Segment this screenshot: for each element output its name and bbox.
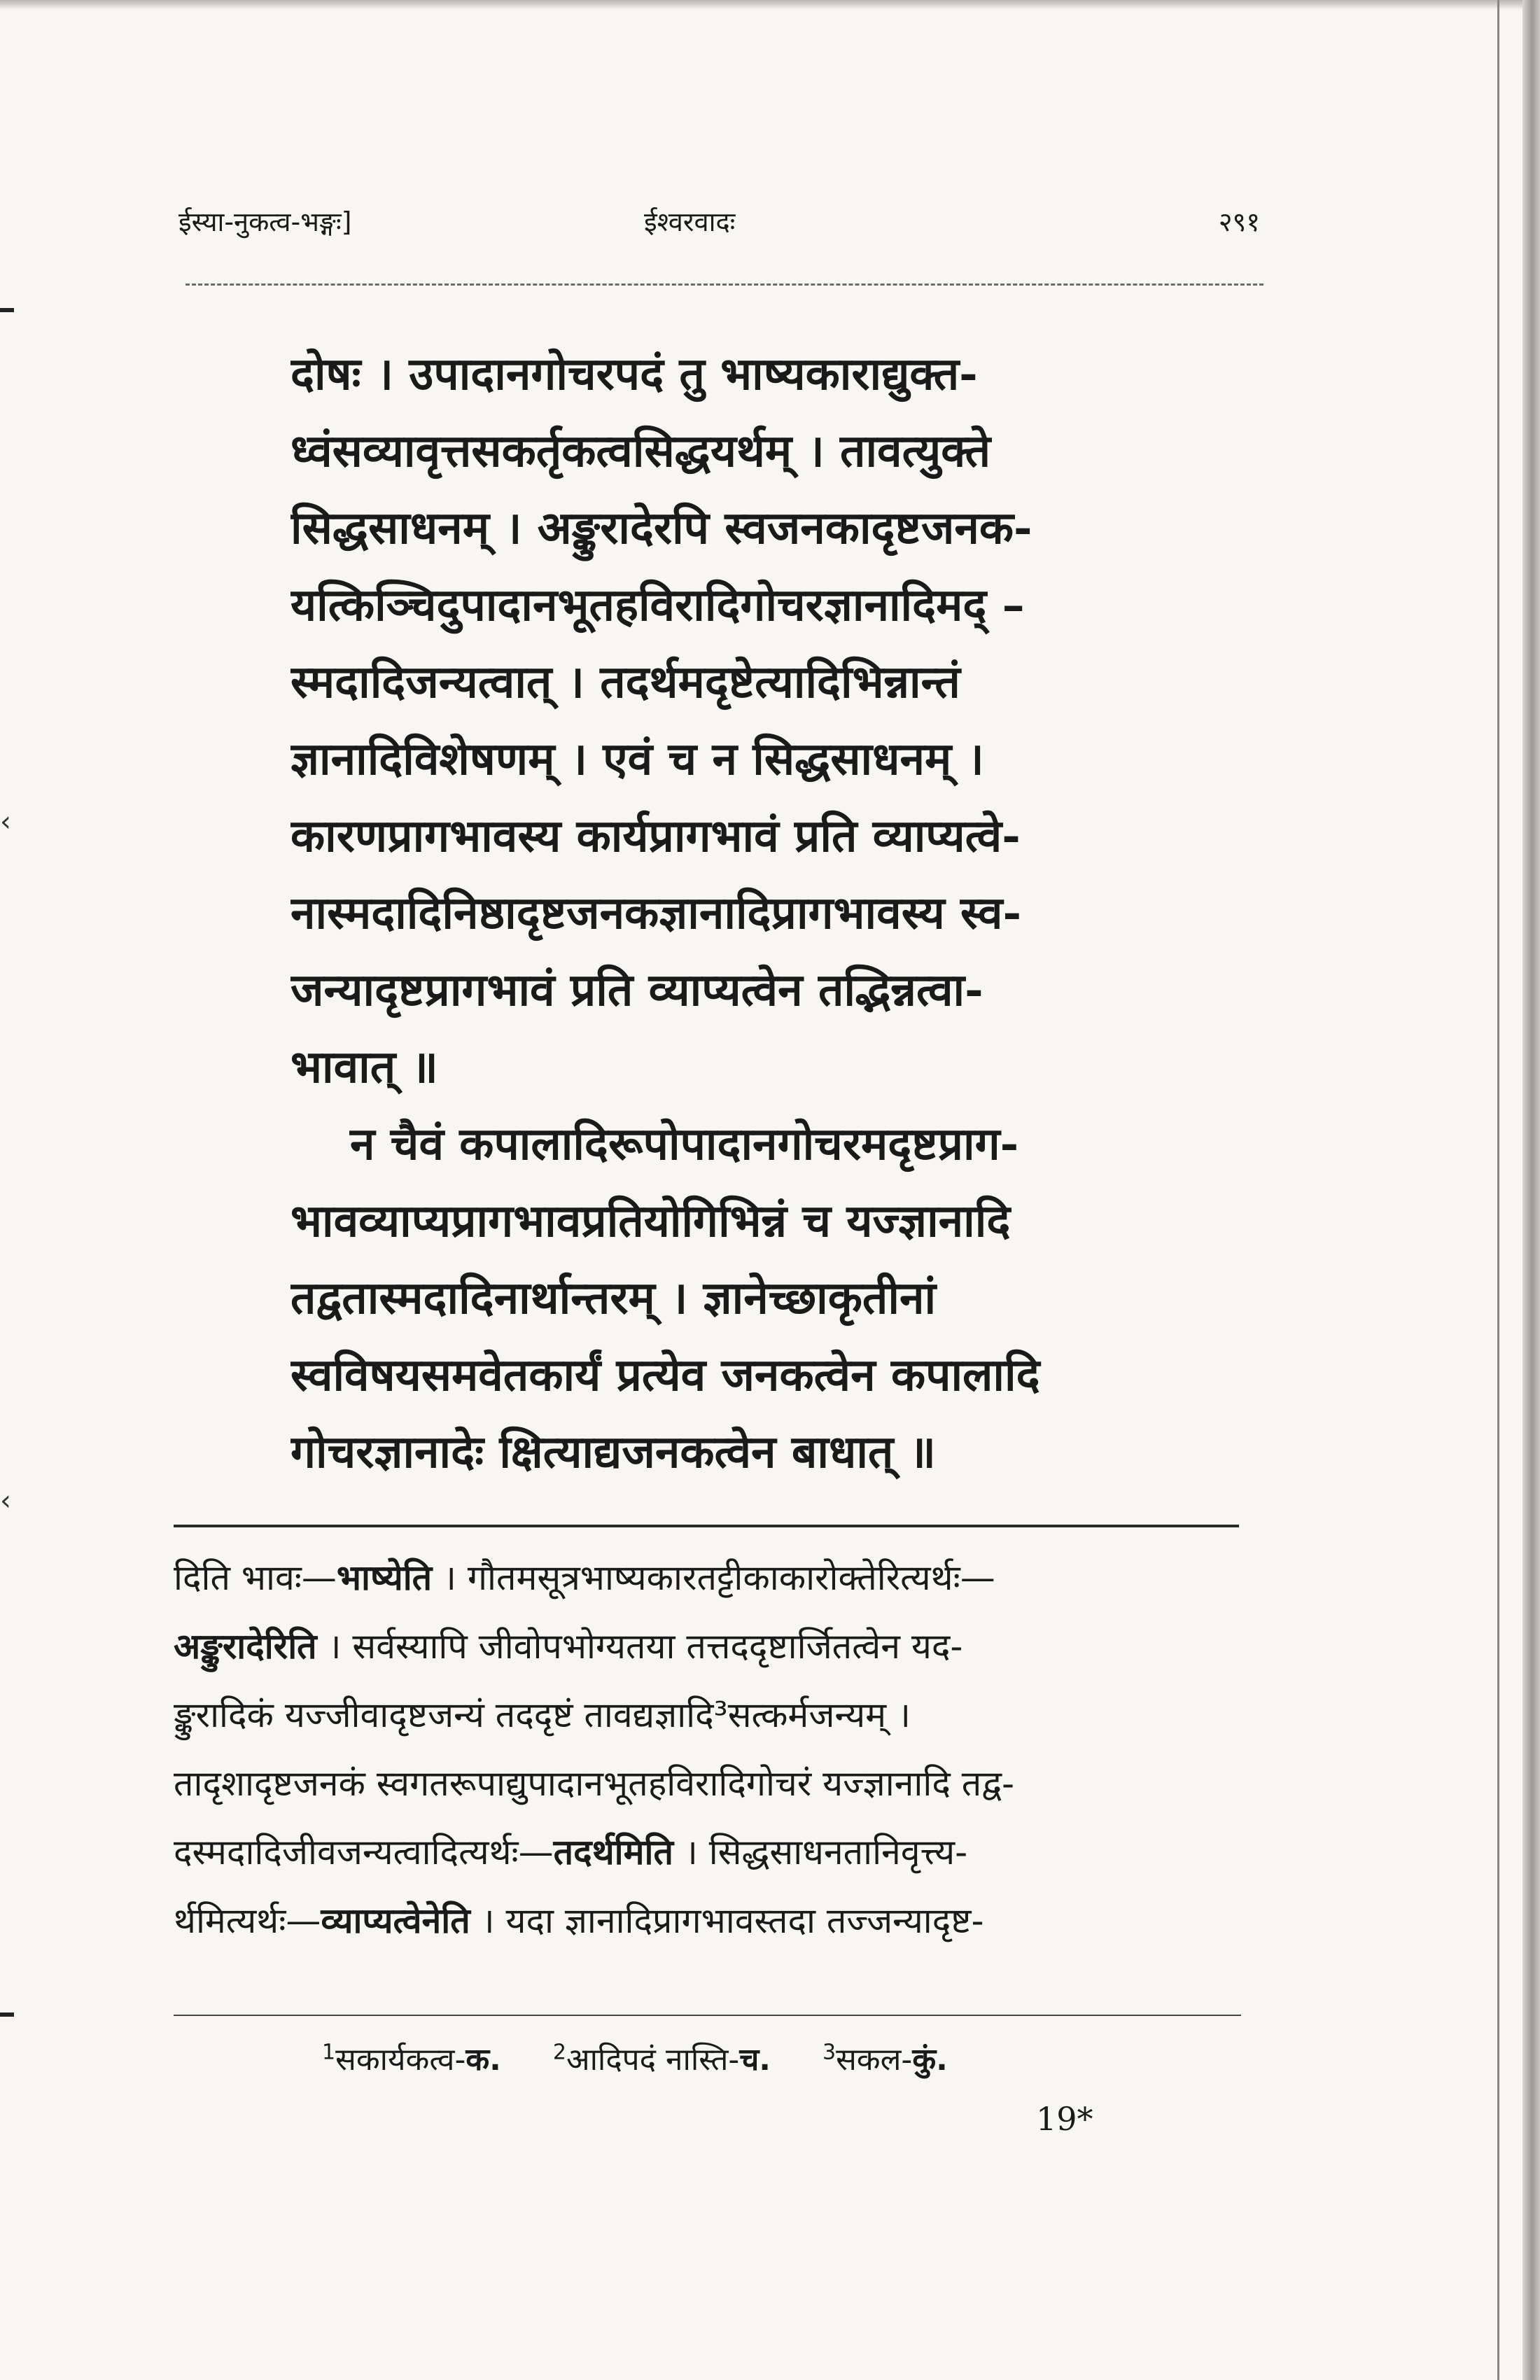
margin-mark: ‹ <box>0 1485 11 1517</box>
main-line: न चैवं कपालादिरूपोपादानगोचरमदृष्टप्राग- <box>350 1118 1019 1170</box>
signature-mark: 19* <box>1036 2100 1093 2138</box>
main-line: तद्वतास्मदादिनार्थान्तरम् । ज्ञानेच्छाकृतीनां <box>290 1272 937 1324</box>
main-line: यत्किञ्चिदुपादानभूतहविरादिगोचरज्ञानादिमद् – <box>290 579 1025 631</box>
running-header <box>178 203 1260 245</box>
main-line: गोचरज्ञानादेः क्षित्याद्यजनकत्वेन बाधात् ॥ <box>290 1426 937 1478</box>
commentary-line: दस्मदादिजीवजन्यत्वादित्यर्थः—तदर्थमिति । सिद्धसाधनतानिवृत्त्य- <box>174 1832 968 1872</box>
header-section: ईस्या-नुकत्व-भङ्गः] <box>178 206 352 237</box>
main-line: भावव्याप्यप्रागभावप्रतियोगिभिन्नं च यज्ज्ञानादि <box>290 1195 1011 1247</box>
main-line: कारणप्रागभावस्य कार्यप्रागभावं प्रति व्याप्यत्वे- <box>290 810 1021 862</box>
page-number: २९१ <box>1218 206 1260 237</box>
main-line: नास्मदादिनिष्ठादृष्टजनकज्ञानादिप्रागभावस्य स्व- <box>290 887 1022 939</box>
commentary-line: ङ्कुरादिकं यज्जीवादृष्टजन्यं तददृष्टं तावद्यज्ञादि³सत्कर्मजन्यम् । <box>174 1695 911 1735</box>
commentary-line: दिति भावः—भाष्येति । गौतमसूत्रभाष्यकारतट्टीकाकारोक्तेरित्यर्थः— <box>174 1558 995 1598</box>
footnotes <box>322 2037 1232 2079</box>
commentary-divider <box>174 1525 1239 1527</box>
header-title: ईश्वरवादः <box>644 206 736 237</box>
page-edge <box>1522 0 1540 2380</box>
main-text <box>290 336 1222 1491</box>
main-line: दोषः । उपादानगोचरपदं तु भाष्यकाराद्युक्त- <box>290 348 978 400</box>
page-top-shadow <box>0 0 1522 10</box>
commentary-line: तादृशादृष्टजनकं स्वगतरूपाद्युपादानभूतहविरादिगोचरं यज्ज्ञानादि तद्व- <box>174 1763 1015 1804</box>
main-line: स्मदादिजन्यत्वात् । तदर्थमदृष्टेत्यादिभिन्नान्तं <box>290 656 960 708</box>
footnote: $^3$सकल-कुं. <box>822 2040 948 2078</box>
main-line: ज्ञानादिविशेषणम् । एवं च न सिद्धसाधनम् । <box>290 733 984 785</box>
commentary-line: अङ्कुरादेरिति । सर्वस्यापि जीवोपभोग्यतया तत्तददृष्टार्जितत्वेन यद- <box>174 1626 963 1667</box>
footnote: $^2$आदिपदं नास्ति-च. <box>552 2040 771 2078</box>
main-line: जन्यादृष्टप्रागभावं प्रति व्याप्यत्वेन तद्भिन्नत्वा- <box>290 964 983 1016</box>
main-line: भावात् ॥ <box>290 1041 438 1093</box>
footnote-divider <box>174 2015 1241 2016</box>
main-line: स्वविषयसमवेतकार्यं प्रत्येव जनकत्वेन कपालादि <box>290 1349 1040 1401</box>
main-line: ध्वंसव्यावृत्तसकर्तृकत्वसिद्धयर्थम् । तावत्युक्ते <box>290 425 991 477</box>
margin-mark <box>0 308 14 312</box>
footnote: $^1$सकार्यकत्व-क. <box>322 2040 501 2078</box>
header-divider <box>186 284 1264 286</box>
main-line: सिद्धसाधनम् । अङ्कुरादेरपि स्वजनकादृष्टजनक- <box>290 502 1032 554</box>
margin-mark <box>0 2012 14 2017</box>
margin-mark: ‹ <box>0 806 11 838</box>
commentary-line: र्थमित्यर्थः—व्याप्यत्वेनेति । यदा ज्ञानादिप्रागभावस्तदा तज्जन्यादृष्ट- <box>174 1900 984 1941</box>
commentary-text <box>174 1544 1241 1955</box>
binding-edge-line <box>1497 0 1499 2380</box>
